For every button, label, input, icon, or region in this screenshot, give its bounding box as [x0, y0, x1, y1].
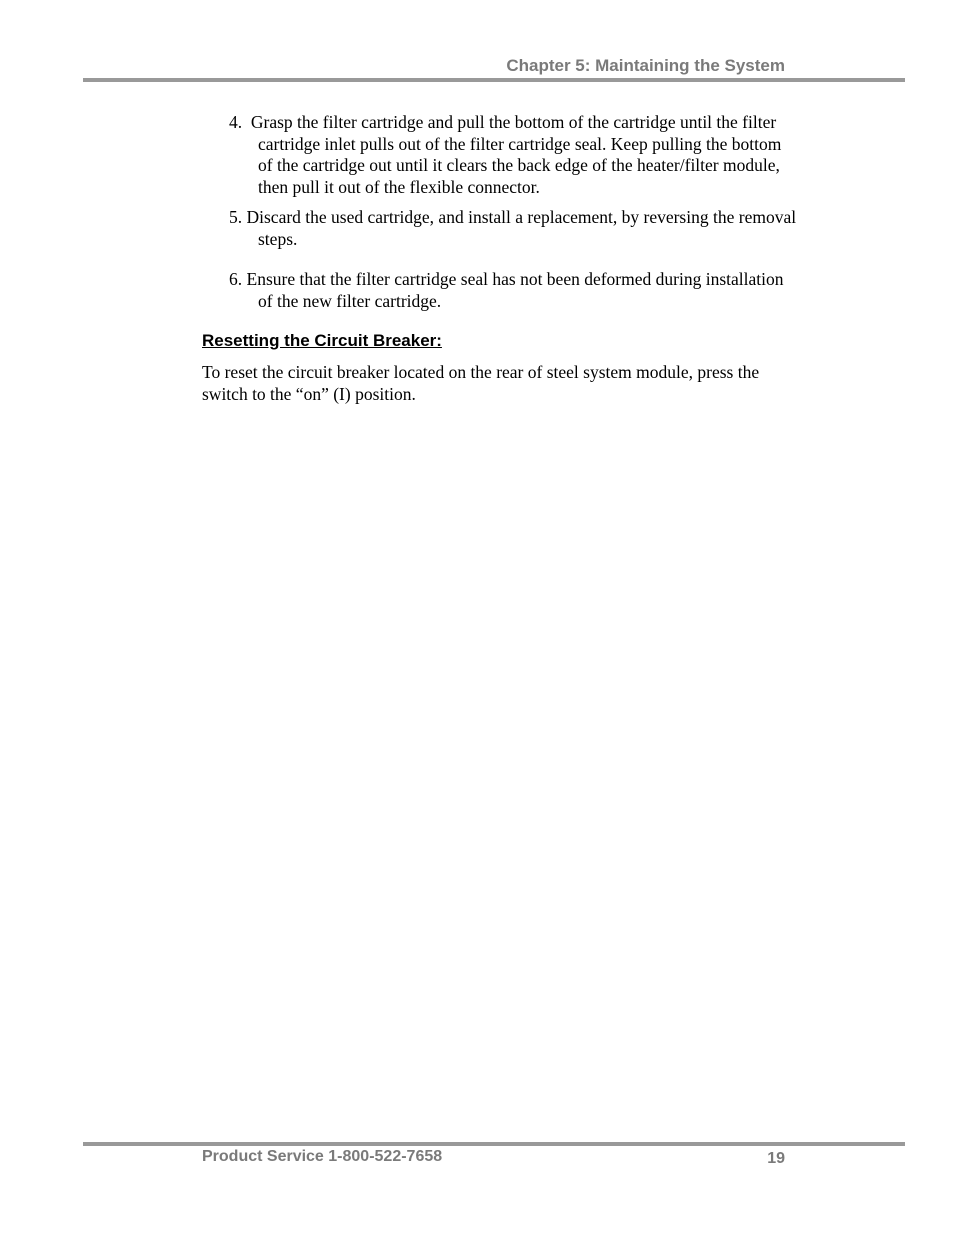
step-text: Ensure that the filter cartridge seal has not been deformed during installation of the new filter cartridge. — [246, 269, 784, 311]
step-6 — [229, 269, 798, 312]
page-number: 19 — [767, 1150, 785, 1167]
product-service-line: Product Service 1-800-522-7658 — [202, 1148, 443, 1165]
step-4 — [229, 112, 798, 198]
step-number: 5. — [229, 207, 247, 227]
step-text: Discard the used cartridge, and install a replacement, by reversing the removal steps. — [246, 207, 797, 249]
section-body: To reset the circuit breaker located on the rear of steel system module, press the switch to the “on” (I) position. — [202, 362, 760, 404]
step-5 — [229, 207, 798, 250]
step-number: 4. — [229, 112, 251, 132]
section-heading: Resetting the Circuit Breaker: — [202, 331, 442, 350]
header-divider — [83, 78, 905, 82]
footer-divider — [83, 1142, 905, 1146]
chapter-header: Chapter 5: Maintaining the System — [506, 56, 785, 75]
step-text: Grasp the filter cartridge and pull the bottom of the cartridge until the filter cartridge inlet pulls out of the filter cartridge seal. Keep pulling the bottom of the cartridge out until it clears the back edge of the heater/filter module, then pull it out of the flexible connector. — [250, 112, 782, 197]
step-number: 6. — [229, 269, 247, 289]
